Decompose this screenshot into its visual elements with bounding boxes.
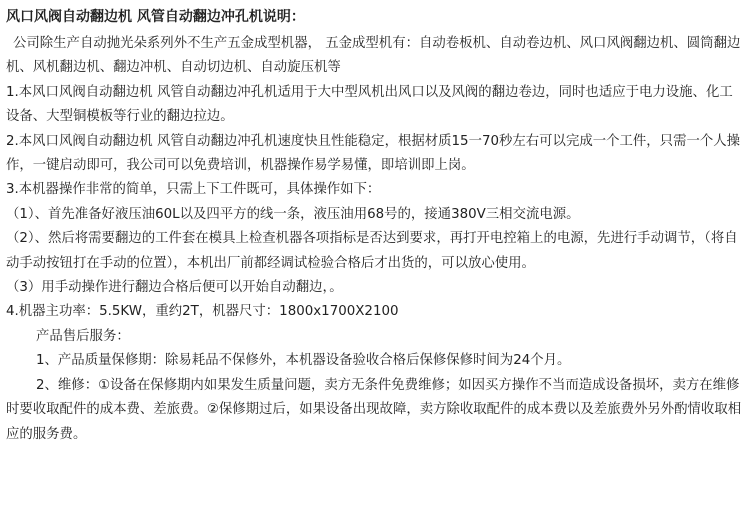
step-2-paragraph: （2）、然后将需要翻边的工件套在模具上检查机器各项指标是否达到要求，再打开电控箱上的电源，先进行手动调节，（将自动手动按钮打在手动的位置），本机出厂前都经调试检验合格后才出货的，可以放心使用。 bbox=[6, 231, 738, 271]
item-3-paragraph: 3.本机器操作非常的简单，只需上下工件既可，具体操作如下： bbox=[6, 182, 381, 198]
item-4-paragraph: 4.机器主功率：5.5KW，重约2T，机器尺寸：1800x1700X2100 bbox=[6, 304, 399, 320]
service-title: 产品售后服务： bbox=[36, 328, 130, 344]
document-title: 风口风阀自动翻边机 风管自动翻边冲孔机说明： bbox=[6, 9, 305, 25]
intro-paragraph: 公司除生产自动抛光朵系列外不生产五金成型机器， 五金成型机有：自动卷板机、自动卷边机、风口风阀翻边机、圆筒翻边机、风机翻边机、翻边冲机、自动切边机、自动旋压机等 bbox=[6, 36, 741, 76]
item-1-paragraph: 1.本风口风阀自动翻边机 风管自动翻边冲孔机适用于大中型风机出风口以及风阀的翻边卷边，同时也适应于电力设施、化工设备、大型铜模板等行业的翻边拉边。 bbox=[6, 84, 733, 125]
service-1-paragraph: 1、产品质量保修期：除易耗品不保修外，本机器设备验收合格后保修保修时间为24个月。 bbox=[36, 353, 571, 369]
step-1-paragraph: （1）、首先准备好液压油60L以及四平方的线一条，液压油用68号的，接通380V三相交流电源。 bbox=[6, 206, 580, 222]
service-2-paragraph: 2、维修：①设备在保修期内如果发生质量问题，卖方无条件免费维修；如因买方操作不当而造成设备损坏，卖方在维修时要收取配件的成本费、差旅费。②保修期过后，如果设备出现故障，卖方除收取配件的成本费以及差旅费外另外酌情收取相应的服务费。 bbox=[6, 377, 742, 442]
item-2-paragraph: 2.本风口风阀自动翻边机 风管自动翻边冲孔机速度快且性能稳定，根据材质15一70秒左右可以完成一个工件，只需一个人操作，一键启动即可，我公司可以免费培训，机器操作易学易懂，即培训即上岗。 bbox=[6, 133, 741, 174]
step-3-paragraph: （3）用手动操作进行翻边合格后便可以开始自动翻边，。 bbox=[6, 280, 343, 296]
